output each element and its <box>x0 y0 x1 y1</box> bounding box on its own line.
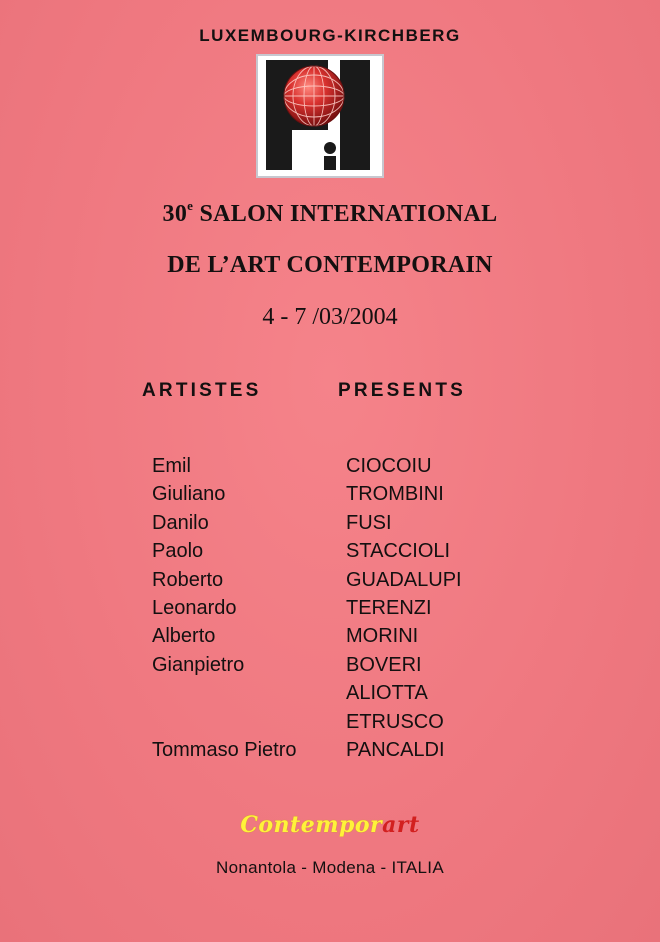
header-city: LUXEMBOURG-KIRCHBERG <box>199 26 461 45</box>
artist-row <box>0 483 660 511</box>
artist-first-name: Paolo <box>152 540 204 563</box>
artist-row <box>0 682 660 710</box>
footer-location: Nonantola - Modena - ITALIA <box>216 858 444 877</box>
salon-title-line1 <box>0 200 660 228</box>
artist-row <box>0 654 660 682</box>
brand-part-contempor: Contempor <box>240 812 383 838</box>
artists-heading-right: PRESENTS <box>338 380 467 401</box>
artist-first-name: Leonardo <box>152 596 237 619</box>
globe-pi-logo-icon <box>258 56 382 176</box>
artist-row <box>0 540 660 568</box>
salon-logo <box>256 54 384 178</box>
brand-part-art: art <box>382 812 420 838</box>
artist-last-name: FUSI <box>346 511 392 534</box>
contemporart-brand-logo <box>0 812 660 838</box>
salon-title-line2: DE L’ART CONTEMPORAIN <box>167 252 493 278</box>
event-dates: 4 - 7 /03/2004 <box>262 304 398 330</box>
artist-last-name: ALIOTTA <box>346 682 428 705</box>
edition-superscript: e <box>187 198 194 213</box>
artist-last-name: TROMBINI <box>346 483 444 506</box>
artist-last-name: PANCALDI <box>346 738 445 761</box>
artist-list <box>0 455 660 767</box>
artist-last-name: BOVERI <box>346 653 422 676</box>
artist-last-name: GUADALUPI <box>346 568 462 591</box>
artist-row <box>0 711 660 739</box>
edition-number: 30 <box>162 201 188 227</box>
artist-last-name: TERENZI <box>346 596 432 619</box>
artist-first-name: Danilo <box>152 511 209 534</box>
artist-first-name: Gianpietro <box>152 653 245 676</box>
artist-row <box>0 739 660 767</box>
artist-last-name: STACCIOLI <box>346 540 451 563</box>
artist-first-name: Roberto <box>152 568 224 591</box>
artist-row <box>0 625 660 653</box>
artist-first-name: Emil <box>152 455 191 477</box>
artist-first-name: Alberto <box>152 625 216 648</box>
artist-first-name: Giuliano <box>152 483 226 506</box>
artist-last-name: ETRUSCO <box>346 710 444 733</box>
artist-row <box>0 512 660 540</box>
artist-last-name: MORINI <box>346 625 419 648</box>
artist-row <box>0 569 660 597</box>
artist-row <box>0 455 660 483</box>
artist-row <box>0 597 660 625</box>
salon-title-text: SALON INTERNATIONAL <box>193 201 498 227</box>
artist-first-name: Tommaso Pietro <box>152 738 297 761</box>
artist-last-name: CIOCOIU <box>346 455 432 477</box>
artists-heading-left: ARTISTES <box>142 380 262 401</box>
